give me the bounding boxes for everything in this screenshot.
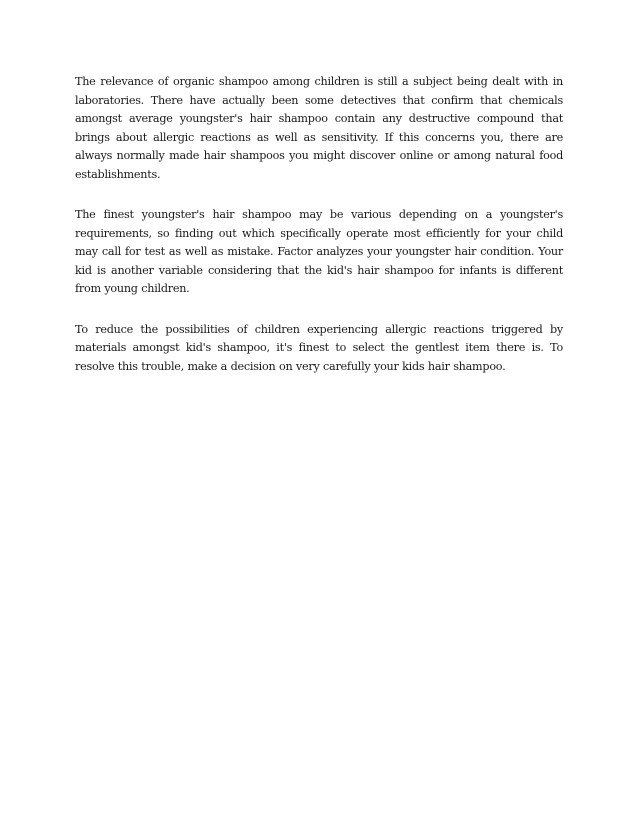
paragraph-1: The relevance of organic shampoo among children is still a subject being dealt with in laboratories. There have actually been some detectives that confirm that chemicals amongst average youngster's hair shampoo contain any destructive compound that brings about allergic reactions as well as sensitivity. If this concerns you, there are always normally made hair shampoos you might discover online or among natural food establishments. bbox=[75, 75, 563, 181]
paragraph-2: The finest youngster's hair shampoo may be various depending on a youngster's requirements, so finding out which specifically operate most efficiently for your child may call for test as well as mistake. Factor analyzes your youngster hair condition. Your kid is another variable considering that the kid's hair shampoo for infants is different from young children. bbox=[75, 208, 563, 295]
document-body bbox=[75, 73, 563, 376]
paragraph-3: To reduce the possibilities of children experiencing allergic reactions triggered by materials amongst kid's shampoo, it's finest to select the gentlest item there is. To resolve this trouble, make a decision on very carefully your kids hair shampoo. bbox=[75, 322, 563, 373]
